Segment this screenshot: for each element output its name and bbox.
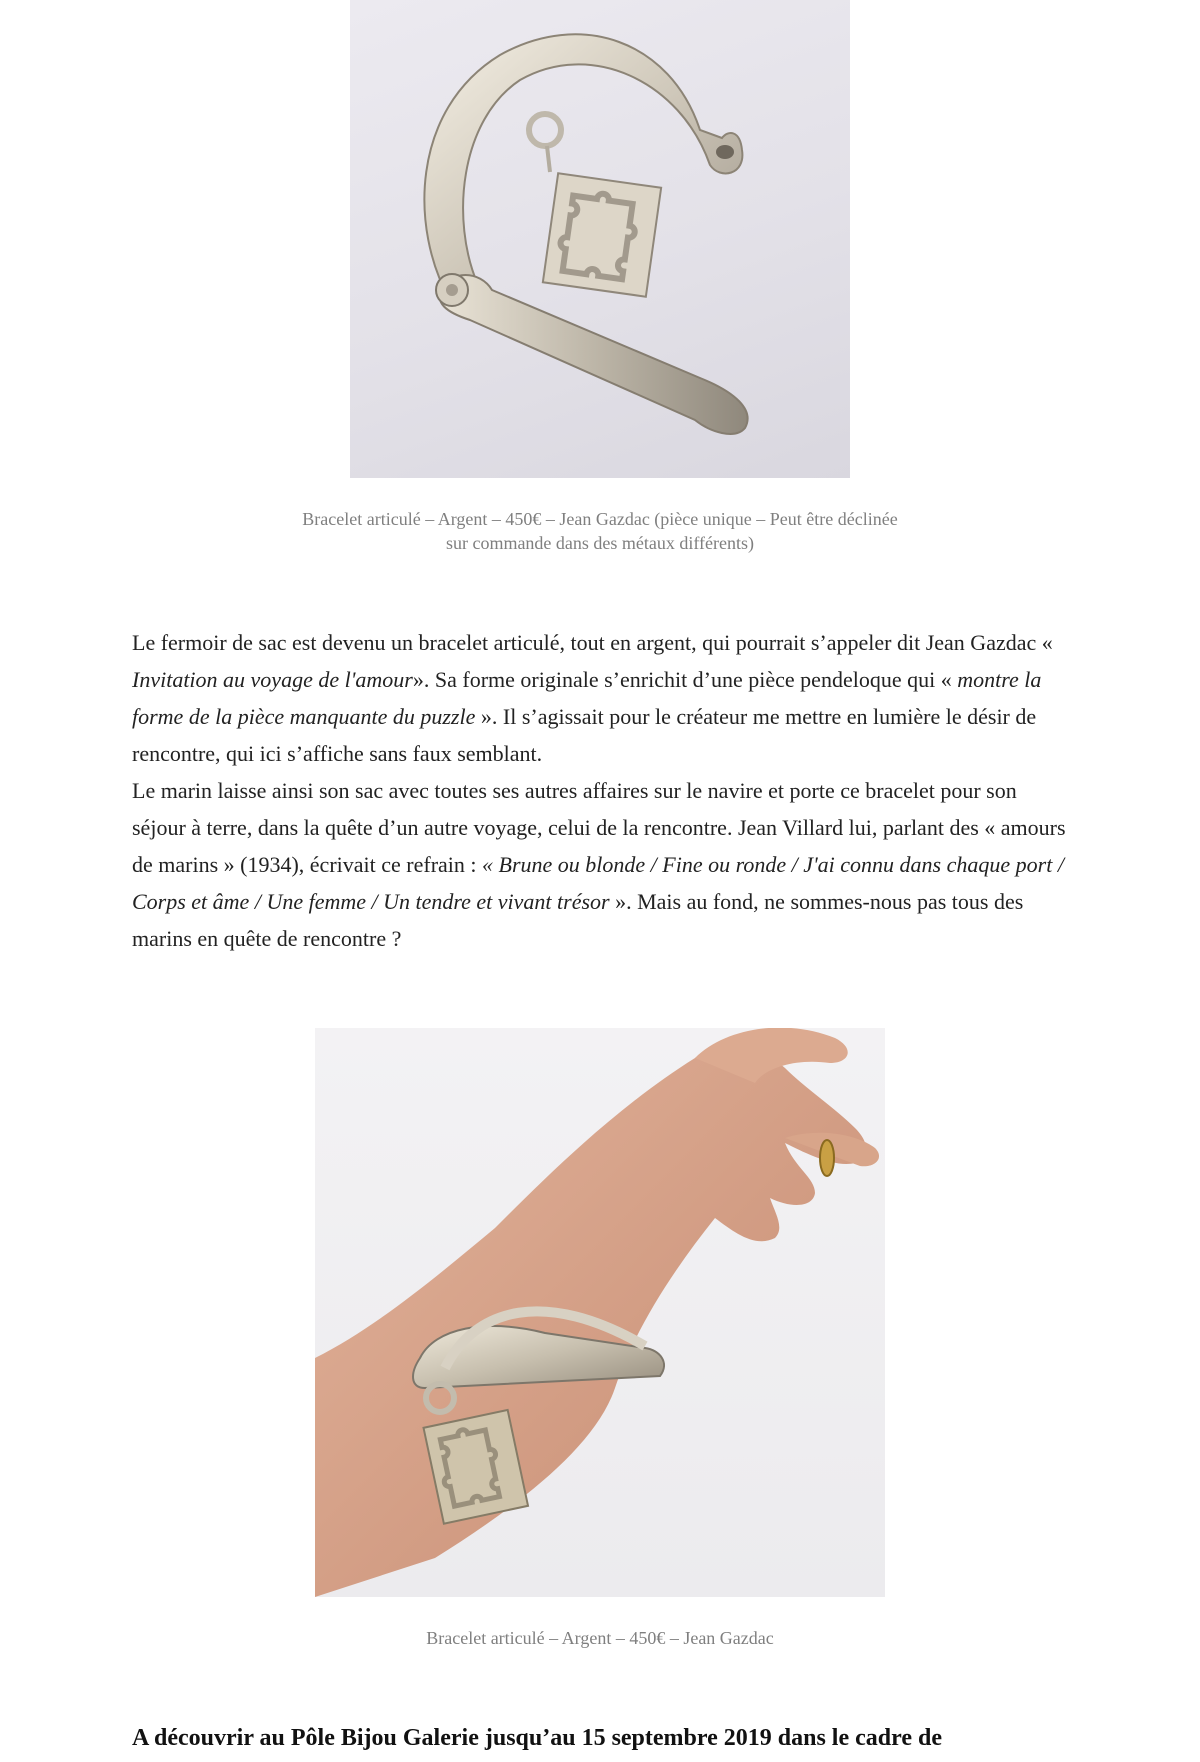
photo-caption: Bracelet articulé – Argent – 450€ – Jean Gazdac: [426, 1628, 774, 1648]
wrist-illustration: [315, 1028, 885, 1597]
paragraph-text: ». Il s’agissait pour le créateur me mettre en lumière le désir de rencontre, qui ici s’affiche sans faux semblant.: [132, 704, 1037, 766]
caption-line: sur commande dans des métaux différents): [445, 533, 755, 553]
bracelet-illustration: [350, 0, 850, 478]
quoted-phrase: montre la forme de la pièce manquante du puzzle: [132, 667, 1042, 729]
photo-caption: [200, 507, 1000, 555]
quoted-title: Invitation au voyage de l'amour: [132, 667, 413, 692]
paragraph-text: Le fermoir de sac est devenu un bracelet articulé, tout en argent, qui pourrait s’appeler dit Jean Gazdac «: [132, 630, 1053, 655]
wrist-photo: [315, 1028, 885, 1597]
paragraph-text: Le marin laisse ainsi son sac avec toutes ses autres affaires sur le navire et porte ce bracelet pour son séjour à terre, dans la quête d’un autre voyage, celui de la rencontre. Jean Villard lui, parlant des « amours de marins » (1934), écrivait ce refrain :: [132, 778, 1066, 877]
article-paragraph: [132, 624, 1072, 957]
caption-line: Bracelet articulé – Argent – 450€ – Jean Gazdac (pièce unique – Peut être déclinée: [302, 509, 898, 529]
song-lyrics: « Brune ou blonde / Fine ou ronde / J'ai connu dans chaque port / Corps et âme / Une femme / Un tendre et vivant trésor: [132, 852, 1064, 914]
paragraph-text: ». Mais au fond, ne sommes-nous pas tous des marins en quête de rencontre ?: [132, 889, 1024, 951]
paragraph-text: ». Sa forme originale s’enrichit d’une pièce pendeloque qui «: [412, 667, 958, 692]
exhibition-heading: A découvrir au Pôle Bijou Galerie jusqu’au 15 septembre 2019 dans le cadre de: [132, 1725, 942, 1751]
bracelet-photo: [350, 0, 850, 478]
